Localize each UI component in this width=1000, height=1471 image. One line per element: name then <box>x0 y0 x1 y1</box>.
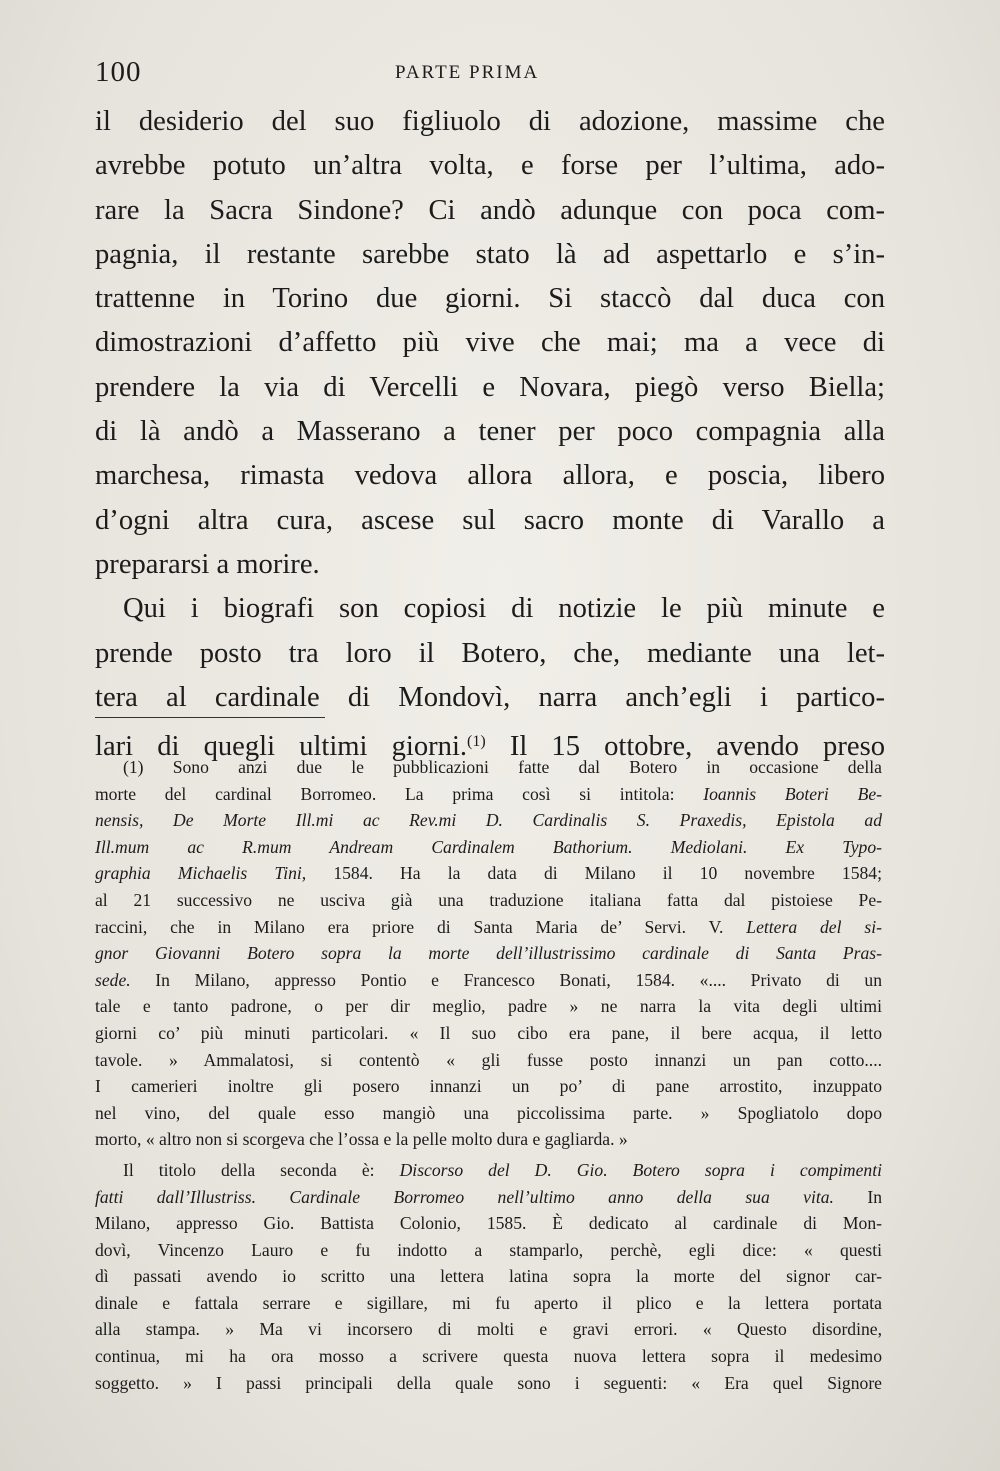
footnote-divider <box>95 717 325 718</box>
text-fragment: 1584. Ha la data di Milano il 10 novembre 1584; <box>333 863 882 884</box>
footnote <box>95 754 882 1396</box>
text-line: avrebbe potuto un’altra volta, e forse per l’ultima, ado- <box>95 150 885 182</box>
footnote-line <box>95 967 882 994</box>
footnote-line <box>95 860 882 887</box>
page-number: 100 <box>95 56 142 88</box>
text-line: prendere la via di Vercelli e Novara, piegò verso Biella; <box>95 371 885 403</box>
footnote-reference[interactable]: (1) <box>467 733 486 751</box>
footnote-line: dinale e fattala serrare e sigillare, mi fu aperto il plico e la lettera portata <box>95 1292 882 1313</box>
footnote-line: tavole. » Ammalatosi, si contentò « gli fusse posto innanzi un pan cotto.... <box>95 1049 882 1070</box>
text-fragment: Il 15 ottobre, avendo preso <box>485 731 885 763</box>
title-fragment: graphia Michaelis Tini, <box>95 863 307 884</box>
text-line: prende posto tra loro il Botero, che, mediante una let- <box>95 637 885 669</box>
text-fragment: In <box>867 1186 882 1207</box>
text-line: trattenne in Torino due giorni. Si staccò dal duca con <box>95 283 885 315</box>
title-fragment: fatti dall’Illustriss. Cardinale Borromeo nell’ultimo anno della sua vita. <box>95 1186 834 1207</box>
text-fragment: lari di quegli ultimi giorni. <box>95 731 468 763</box>
text-line: prepararsi a morire. <box>95 548 320 580</box>
footnote-line: dovì, Vincenzo Lauro e fu indotto a stamparlo, perchè, egli dice: « questi <box>95 1239 882 1260</box>
footnote-line: continua, mi ha ora mosso a scrivere questa nuova lettera sopra il medesimo <box>95 1346 882 1367</box>
footnote-line: (1) Sono anzi due le pubblicazioni fatte dal Botero in occasione della <box>123 757 882 777</box>
footnote-line: alla stampa. » Ma vi incorsero di molti e gravi errori. « Questo disordine, <box>95 1319 882 1340</box>
title-fragment: Ill.mum ac R.mum Andream Cardinalem Bathorium. Mediolani. Ex Typo- <box>95 836 882 857</box>
text-fragment: morte del cardinal Borromeo. La prima così si intitola: <box>95 783 675 804</box>
footnote-line <box>95 834 882 861</box>
title-fragment: gnor Giovanni Botero sopra la morte dell’illustrissimo cardinale di Santa Pras- <box>95 943 882 964</box>
page-header <box>95 56 885 92</box>
footnote-line: morto, « altro non si scorgeva che l’ossa e la pelle molto dura e gagliarda. » <box>95 1129 628 1150</box>
footnote-line: I camerieri inoltre gli posero innanzi un po’ di pane arrostito, inzuppato <box>95 1076 882 1097</box>
footnote-line <box>95 1184 882 1211</box>
text-fragment: In Milano, appresso Pontio e Francesco Bonati, 1584. «.... Privato di un <box>155 969 882 990</box>
footnote-line: giorni co’ più minuti particolari. « Il suo cibo era pane, il bere acqua, il letto <box>95 1022 882 1043</box>
footnote-line <box>95 807 882 834</box>
text-line: il desiderio del suo figliuolo di adozione, massime che <box>95 106 885 137</box>
running-head: PARTE PRIMA <box>395 62 540 83</box>
text-line: dimostrazioni d’affetto più vive che mai; ma a vece di <box>95 327 885 359</box>
footnote-line: dì passati avendo io scritto una lettera latina sopra la morte del signor car- <box>95 1266 882 1287</box>
footnote-line: Milano, appresso Gio. Battista Colonio, 1585. È dedicato al cardinale di Mon- <box>95 1213 882 1234</box>
title-fragment: Lettera del si- <box>746 916 882 937</box>
text-fragment: Il titolo della seconda è: <box>123 1159 375 1180</box>
title-fragment: nensis, De Morte Ill.mi ac Rev.mi D. Cardinalis S. Praxedis, Epistola ad <box>95 810 882 831</box>
text-fragment: raccini, che in Milano era priore di Santa Maria de’ Servi. V. <box>95 916 724 937</box>
footnote-line <box>95 781 882 808</box>
text-line: Qui i biografi son copiosi di notizie le più minute e <box>123 593 885 625</box>
text-line: tera al cardinale di Mondovì, narra anch’egli i partico- <box>95 681 885 713</box>
footnote-line: nel vino, del quale esso mangiò una piccolissima parte. » Spogliatolo dopo <box>95 1102 882 1123</box>
text-line: di là andò a Masserano a tener per poco compagnia alla <box>95 416 885 448</box>
text-line: d’ogni altra cura, ascese sul sacro monte di Varallo a <box>95 504 885 536</box>
footnote-line: al 21 successivo ne usciva già una traduzione italiana fatta dal pistoiese Pe- <box>95 889 882 910</box>
text-line: pagnia, il restante sarebbe stato là ad aspettarlo e s’in- <box>95 238 885 270</box>
main-text <box>95 100 885 769</box>
footnote-line: tale e tanto padrone, o per dir meglio, padre » ne narra la vita degli ultimi <box>95 996 882 1017</box>
footnote-line: soggetto. » I passi principali della quale sono i seguenti: « Era quel Signore <box>95 1372 882 1393</box>
footnote-line <box>95 914 882 941</box>
title-fragment: Ioannis Boteri Be- <box>703 783 882 804</box>
text-line: rare la Sacra Sindone? Ci andò adunque con poca com- <box>95 194 885 226</box>
footnote-line <box>95 940 882 967</box>
footnote-line <box>95 1157 882 1184</box>
text-line: marchesa, rimasta vedova allora allora, e poscia, libero <box>95 460 885 492</box>
title-fragment: Discorso del D. Gio. Botero sopra i compimenti <box>399 1159 882 1180</box>
title-fragment: sede. <box>95 969 131 990</box>
